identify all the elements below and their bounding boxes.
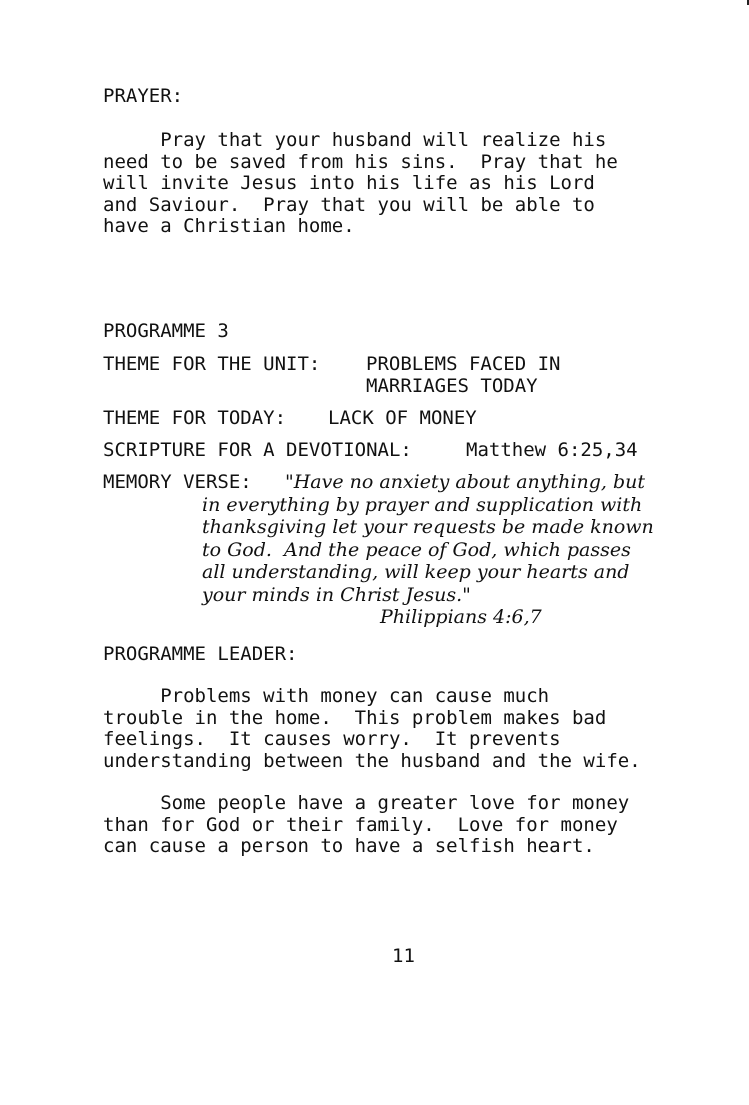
prayer-line-5: have a Christian home. (103, 215, 355, 237)
prayer-line-4: and Saviour. Pray that you will be able to (103, 193, 595, 216)
prayer-line-3: will invite Jesus into his life as his Lord (103, 172, 595, 194)
scripture-label: SCRIPTURE FOR A DEVOTIONAL: (103, 439, 412, 461)
prayer-line-1: Pray that your husband will realize his (103, 129, 607, 151)
memory-verse-line-5: all understanding, will keep your hearts and (202, 561, 630, 583)
theme-unit-label: THEME FOR THE UNIT: (103, 353, 321, 375)
paragraph-2-line-1: Some people have a greater love for money (103, 792, 630, 814)
paragraph-2-line-3: can cause a person to have a selfish heart. (103, 835, 595, 857)
memory-verse-line-3: thanksgiving let your requests be made known (202, 516, 654, 538)
memory-verse-label: MEMORY VERSE: (103, 471, 252, 493)
paragraph-2-line-2: than for God or their family. Love for money (103, 813, 618, 836)
programme-leader-label: PROGRAMME LEADER: (103, 643, 298, 665)
paragraph-1-line-2: trouble in the home. This problem makes bad (103, 706, 607, 729)
theme-today-value: LACK OF MONEY (328, 407, 477, 429)
memory-verse-line-6: your minds in Christ Jesus." (202, 583, 471, 606)
theme-today-label: THEME FOR TODAY: (103, 407, 287, 429)
memory-verse-line-1: "Have no anxiety about anything, but (285, 471, 645, 493)
prayer-line-2: need to be saved from his sins. Pray that he (103, 150, 618, 173)
theme-unit-value-line-2: MARRIAGES TODAY (366, 374, 538, 397)
page-number: 11 (392, 945, 415, 967)
paragraph-1-line-3: feelings. It causes worry. It prevents (103, 728, 561, 750)
theme-unit-value-line-1: PROBLEMS FACED IN (366, 353, 561, 375)
paragraph-1-line-4: understanding between the husband and the wife. (103, 749, 641, 772)
memory-verse-line-2: in everything by prayer and supplication with (202, 493, 643, 516)
prayer-heading: PRAYER: (103, 85, 184, 107)
scripture-value: Matthew 6:25,34 (466, 439, 638, 461)
paragraph-1-line-1: Problems with money can cause much (103, 685, 550, 707)
memory-verse-reference: Philippians 4:6,7 (380, 606, 542, 628)
programme-number: PROGRAMME 3 (103, 320, 229, 342)
memory-verse-line-4: to God. And the peace of God, which passes (202, 538, 631, 561)
